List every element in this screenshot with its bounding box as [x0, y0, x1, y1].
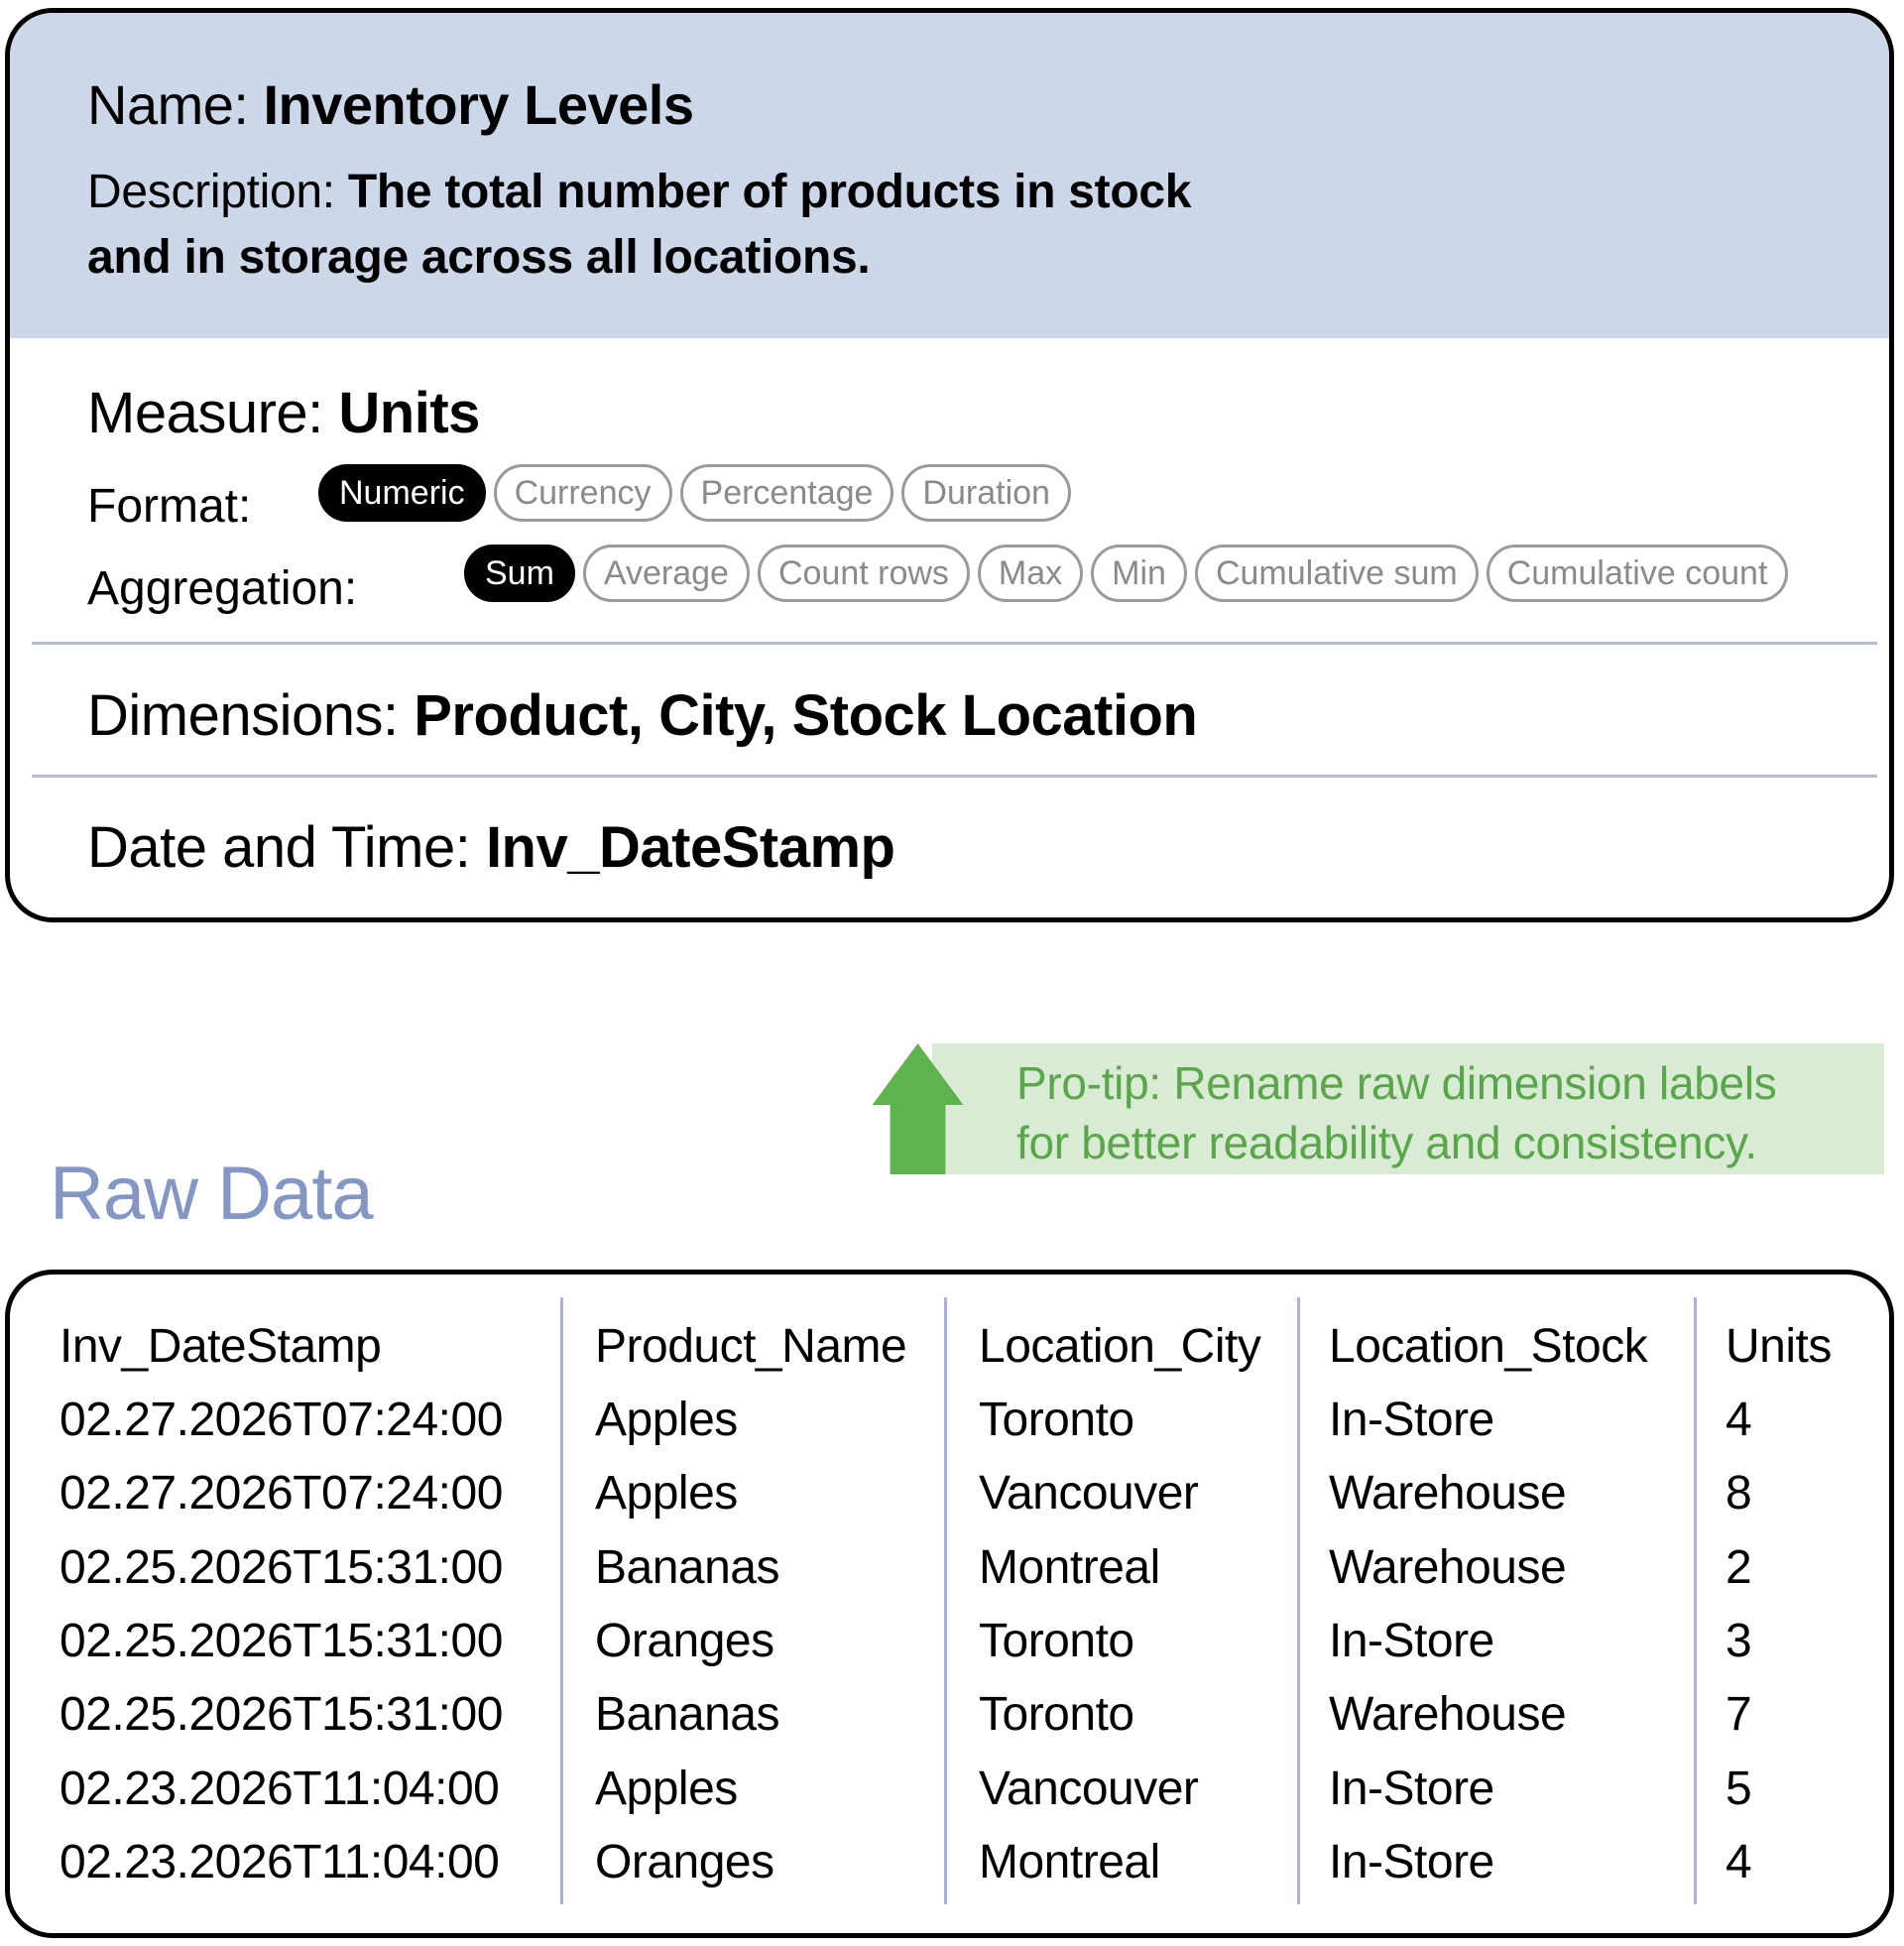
column-header-units: Units [1726, 1320, 1832, 1373]
divider [32, 642, 1877, 645]
measure-label: Measure: [87, 381, 323, 445]
name-label: Name: [87, 73, 249, 136]
dimensions-label: Dimensions: [87, 683, 399, 748]
aggregation-option-average[interactable]: Average [583, 545, 750, 602]
table-cell-units: 3 [1726, 1615, 1752, 1667]
column-header-inv-datestamp: Inv_DateStamp [60, 1320, 382, 1373]
table-cell-location-city: Toronto [979, 1688, 1134, 1741]
format-option-currency[interactable]: Currency [494, 464, 672, 522]
datetime-label: Date and Time: [87, 815, 471, 880]
metric-datetime [87, 814, 894, 881]
pro-tip-line2: for better readability and consistency. [1016, 1117, 1757, 1168]
metric-measure [87, 380, 480, 446]
aggregation-option-sum[interactable]: Sum [464, 545, 575, 602]
table-cell-product-name: Apples [595, 1467, 738, 1520]
metric-dimensions [87, 682, 1197, 749]
aggregation-options [464, 545, 1788, 602]
dimensions-value: Product, City, Stock Location [414, 683, 1198, 748]
description-value-line1: The total number of products in stock [347, 166, 1192, 218]
up-arrow-icon [873, 1043, 982, 1174]
table-cell-product-name: Oranges [595, 1615, 774, 1667]
aggregation-option-count-rows[interactable]: Count rows [758, 545, 970, 602]
table-cell-inv-datestamp: 02.23.2026T11:04:00 [60, 1763, 500, 1815]
table-cell-units: 4 [1726, 1394, 1752, 1446]
table-cell-inv-datestamp: 02.25.2026T15:31:00 [60, 1688, 503, 1741]
table-cell-location-city: Toronto [979, 1394, 1134, 1446]
table-cell-location-stock: Warehouse [1329, 1688, 1567, 1741]
table-cell-location-stock: Warehouse [1329, 1467, 1567, 1520]
table-cell-location-city: Montreal [979, 1836, 1160, 1888]
column-divider [560, 1297, 563, 1904]
table-cell-location-stock: Warehouse [1329, 1541, 1567, 1594]
table-cell-inv-datestamp: 02.25.2026T15:31:00 [60, 1541, 503, 1594]
table-cell-units: 4 [1726, 1836, 1752, 1888]
table-cell-inv-datestamp: 02.27.2026T07:24:00 [60, 1467, 503, 1520]
table-cell-location-city: Vancouver [979, 1763, 1199, 1815]
metric-definition-card [5, 8, 1894, 922]
aggregation-option-max[interactable]: Max [978, 545, 1083, 602]
table-cell-location-stock: In-Store [1329, 1615, 1494, 1667]
table-cell-units: 2 [1726, 1541, 1752, 1594]
column-divider [1694, 1297, 1697, 1904]
aggregation-label: Aggregation: [87, 562, 358, 615]
table-cell-inv-datestamp: 02.25.2026T15:31:00 [60, 1615, 503, 1667]
column-divider [1297, 1297, 1300, 1904]
datetime-value: Inv_DateStamp [485, 815, 895, 880]
column-header-product-name: Product_Name [595, 1320, 907, 1373]
format-option-percentage[interactable]: Percentage [680, 464, 894, 522]
column-divider [944, 1297, 947, 1904]
measure-value: Units [338, 381, 480, 445]
format-option-duration[interactable]: Duration [901, 464, 1071, 522]
table-cell-location-stock: In-Store [1329, 1763, 1494, 1815]
aggregation-option-cumulative-count[interactable]: Cumulative count [1487, 545, 1789, 602]
metric-name [87, 72, 693, 137]
description-label: Description: [87, 166, 335, 218]
table-cell-inv-datestamp: 02.23.2026T11:04:00 [60, 1836, 500, 1888]
aggregation-option-cumulative-sum[interactable]: Cumulative sum [1195, 545, 1479, 602]
table-cell-product-name: Apples [595, 1763, 738, 1815]
table-cell-units: 5 [1726, 1763, 1752, 1815]
column-header-location-stock: Location_Stock [1329, 1320, 1648, 1373]
table-cell-location-city: Montreal [979, 1541, 1160, 1594]
pro-tip-line1: Pro-tip: Rename raw dimension labels [1016, 1057, 1777, 1109]
table-cell-units: 7 [1726, 1688, 1752, 1741]
column-header-location-city: Location_City [979, 1320, 1261, 1373]
table-cell-units: 8 [1726, 1467, 1752, 1520]
format-label: Format: [87, 480, 252, 533]
raw-data-title: Raw Data [50, 1152, 373, 1236]
table-cell-product-name: Bananas [595, 1688, 779, 1741]
format-option-numeric[interactable]: Numeric [318, 464, 486, 522]
aggregation-option-min[interactable]: Min [1091, 545, 1187, 602]
name-value: Inventory Levels [263, 73, 694, 136]
format-options [318, 464, 1071, 522]
description-value-line2: and in storage across all locations. [87, 231, 871, 284]
table-cell-location-stock: In-Store [1329, 1394, 1494, 1446]
table-cell-inv-datestamp: 02.27.2026T07:24:00 [60, 1394, 503, 1446]
divider [32, 775, 1877, 778]
table-cell-location-city: Toronto [979, 1615, 1134, 1667]
table-cell-product-name: Apples [595, 1394, 738, 1446]
table-cell-location-city: Vancouver [979, 1467, 1199, 1520]
pro-tip-text [1016, 1053, 1776, 1172]
table-cell-product-name: Bananas [595, 1541, 779, 1594]
table-cell-product-name: Oranges [595, 1836, 774, 1888]
table-cell-location-stock: In-Store [1329, 1836, 1494, 1888]
metric-description [87, 160, 1376, 291]
